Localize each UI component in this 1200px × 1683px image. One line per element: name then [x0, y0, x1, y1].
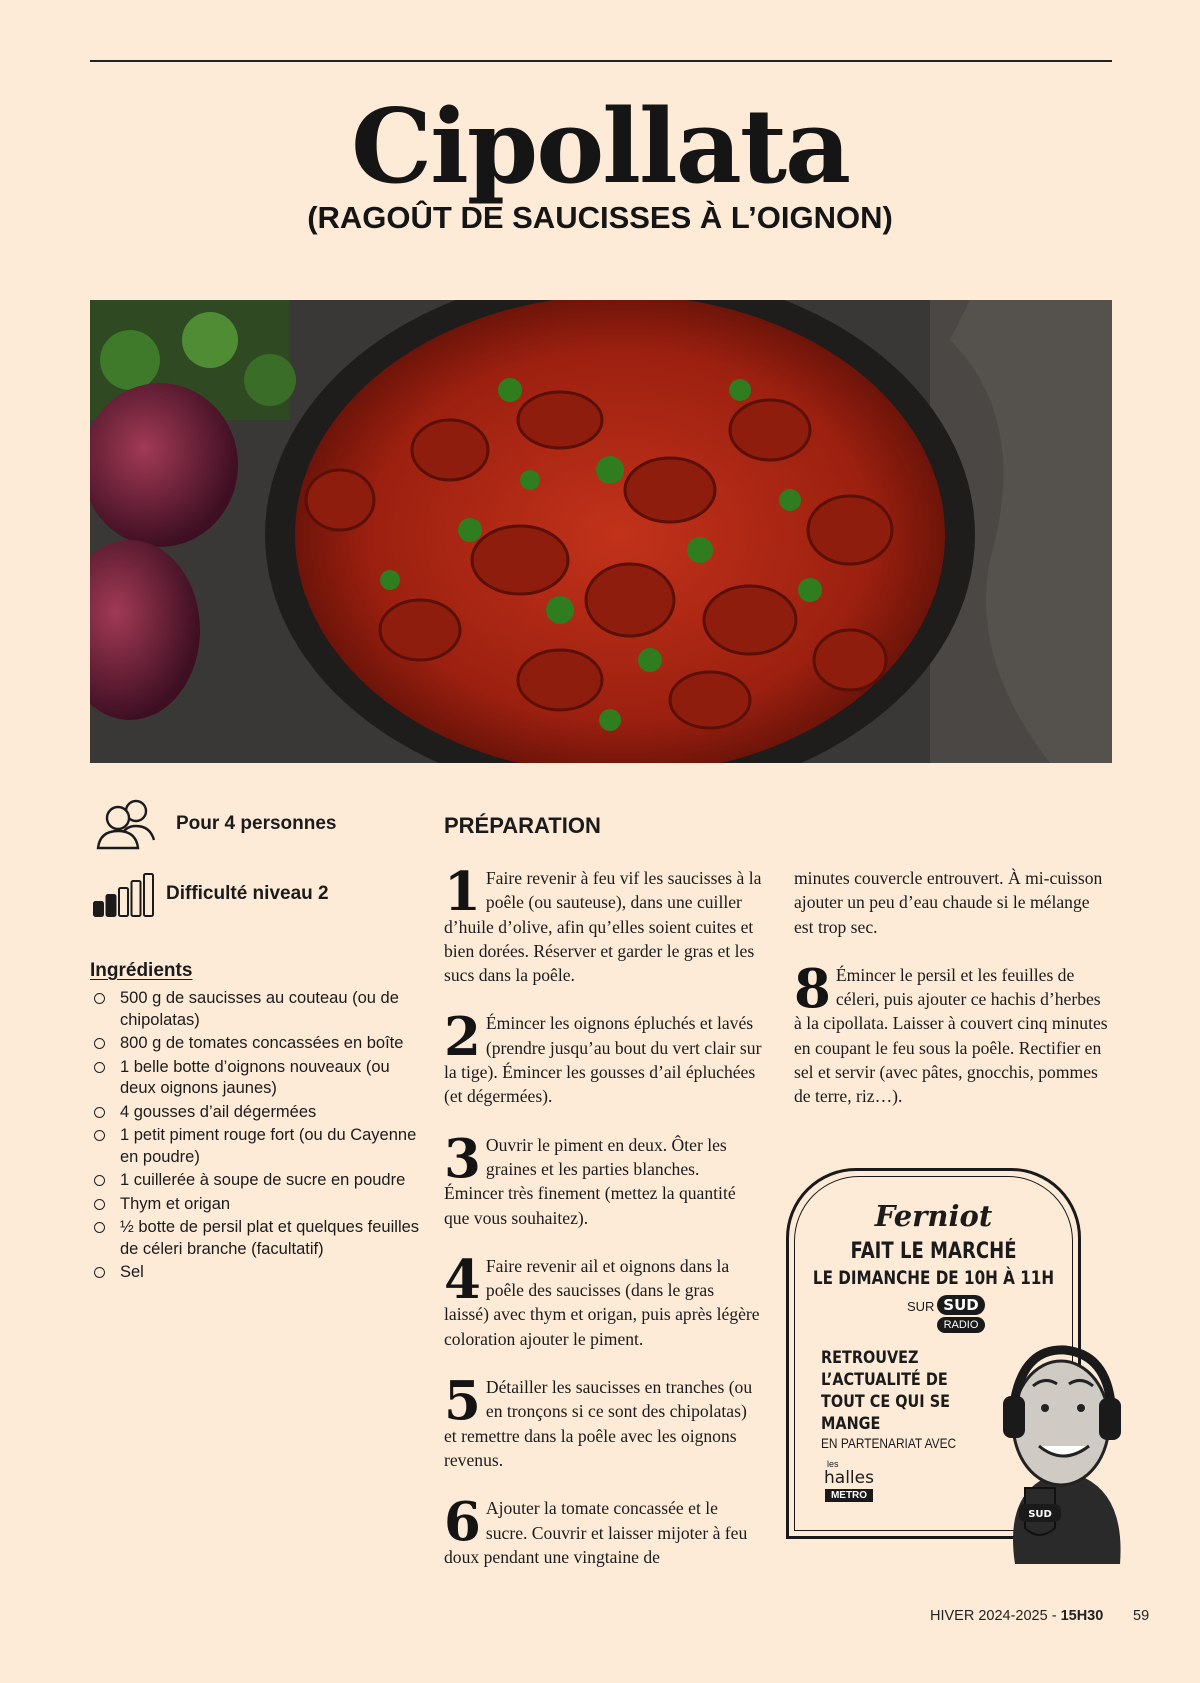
step-text: Émincer le persil et les feuilles de céleri, puis ajouter ce hachis d’herbes à la cipollata. Laisser à couvert cinq minutes en coupant le feu sous la poêle. Rectifier en sel et servir (avec pâtes, gnocchis, pommes de terre, riz…). — [794, 964, 1108, 1107]
step-number: 6 — [444, 1491, 481, 1554]
promo-sur: SUR — [907, 1299, 935, 1314]
circle-bullet-icon — [94, 993, 105, 1004]
circle-bullet-icon — [94, 1130, 105, 1141]
recipe-subtitle: (RAGOÛT DE SAUCISSES À L’OIGNON) — [307, 200, 893, 235]
difficulty-row — [92, 870, 329, 918]
difficulty-bar — [119, 888, 128, 916]
step-4 — [444, 1248, 762, 1351]
dish-photo — [90, 300, 1112, 763]
difficulty-bar — [132, 881, 141, 916]
servings-label: Pour 4 personnes — [176, 813, 337, 834]
step-6-continuation: minutes couvercle entrouvert. À mi-cuisson ajouter un peu d’eau chaude si le mélange est trop sec. — [794, 868, 1103, 937]
step-8 — [794, 957, 1112, 1109]
circle-bullet-icon — [94, 1222, 105, 1233]
page-number: 59 — [1133, 1608, 1150, 1624]
ingredient-item: 1 belle botte d’oignons nouveaux (ou deux oignons jaunes) — [94, 1057, 424, 1100]
difficulty-bars-icon — [92, 870, 164, 918]
sud-radio-logo: SUD RADIO — [937, 1295, 985, 1337]
circle-bullet-icon — [94, 1038, 105, 1049]
step-text: Ouvrir le piment en deux. Ôter les graines et les parties blanches. Émincer très finement (mettez la quantité que vous souhaitez). — [444, 1134, 736, 1228]
step-1 — [444, 861, 762, 987]
ingredient-item: 800 g de tomates concassées en boîte — [94, 1033, 424, 1055]
step-number: 1 — [444, 861, 481, 923]
people-icon — [92, 796, 164, 852]
circle-bullet-icon — [94, 1267, 105, 1278]
difficulty-label: Difficulté niveau 2 — [166, 883, 329, 904]
top-rule — [90, 60, 1112, 62]
step-number: 3 — [444, 1127, 481, 1190]
recipe-title: Cipollata — [350, 87, 850, 207]
ingredient-item: 500 g de saucisses au couteau (ou de chipolatas) — [94, 988, 424, 1031]
difficulty-bar — [94, 902, 103, 916]
step-number: 5 — [444, 1370, 481, 1433]
step-text: Faire revenir à feu vif les saucisses à la poêle (ou sauteuse), dans une cuiller d’huile d’olive, afin qu’elles soient cuites et bien dorées. Réserver et garder le gras et les sucs dans la poêle. — [444, 868, 762, 986]
promo-schedule: LE DIMANCHE DE 10H À 11H — [812, 1267, 1055, 1289]
step-text: Émincer les oignons épluchés et lavés (prendre jusqu’au bout du vert clair sur la tige). Émincer les gousses d’ail épluchées (et dégermées). — [444, 1013, 762, 1107]
headphones-chef-illustration — [985, 1328, 1127, 1564]
ingredients-list — [94, 988, 424, 1286]
ingredient-item: ½ botte de persil plat et quelques feuilles de céleri branche (facultatif) — [94, 1217, 424, 1260]
servings-row — [92, 796, 337, 852]
ingredient-item: Thym et origan — [94, 1194, 424, 1216]
circle-bullet-icon — [94, 1199, 105, 1210]
page-footer — [930, 1608, 1150, 1624]
step-number: 4 — [444, 1248, 481, 1311]
step-6 — [444, 1491, 762, 1569]
step-text: Ajouter la tomate concassée et le sucre. Couvrir et laisser mijoter à feu doux pendant une vingtaine de — [444, 1498, 748, 1567]
halles-metro-logo: les halles METRO — [824, 1459, 874, 1501]
ingredient-item: 1 petit piment rouge fort (ou du Cayenne en poudre) — [94, 1125, 424, 1168]
step-5 — [444, 1370, 762, 1472]
difficulty-bar — [107, 895, 116, 916]
promo-partner-label: EN PARTENARIAT AVEC — [821, 1435, 957, 1451]
step-text: Faire revenir ail et oignons dans la poêle des saucisses (dans le gras laissé) avec thym et origan, puis après légère coloration ajouter le piment. — [444, 1255, 760, 1349]
ingredient-item: 1 cuillerée à soupe de sucre en poudre — [94, 1170, 424, 1192]
ingredients-title: Ingrédients — [90, 960, 193, 981]
footer-brand: 15H30 — [1060, 1608, 1104, 1624]
preparation-column-1 — [444, 861, 762, 1593]
promo-brand: Ferniot — [874, 1199, 993, 1233]
step-text: Détailler les saucisses en tranches (ou en tronçons si ce sont des chipolatas) et remettre dans la poêle avec les oignons revenus. — [444, 1377, 753, 1470]
step-number: 2 — [444, 1006, 481, 1069]
ingredient-item: 4 gousses d’ail dégermées — [94, 1102, 424, 1124]
difficulty-bar — [144, 874, 153, 916]
mic-sud-label: SUD — [1028, 1509, 1052, 1520]
preparation-title: PRÉPARATION — [444, 813, 601, 838]
step-number: 8 — [794, 957, 831, 1020]
promo-retrouvez: RETROUVEZ L’ACTUALITÉ DE TOUT CE QUI SE MANGE — [821, 1348, 950, 1434]
promo-headline: FAIT LE MARCHÉ — [850, 1239, 1017, 1264]
step-3 — [444, 1127, 762, 1230]
circle-bullet-icon — [94, 1107, 105, 1118]
circle-bullet-icon — [94, 1175, 105, 1186]
circle-bullet-icon — [94, 1062, 105, 1073]
footer-issue: HIVER 2024-2025 - — [930, 1608, 1061, 1624]
step-2 — [444, 1006, 762, 1108]
preparation-column-2 — [794, 866, 1112, 1133]
ingredient-item: Sel — [94, 1262, 424, 1284]
